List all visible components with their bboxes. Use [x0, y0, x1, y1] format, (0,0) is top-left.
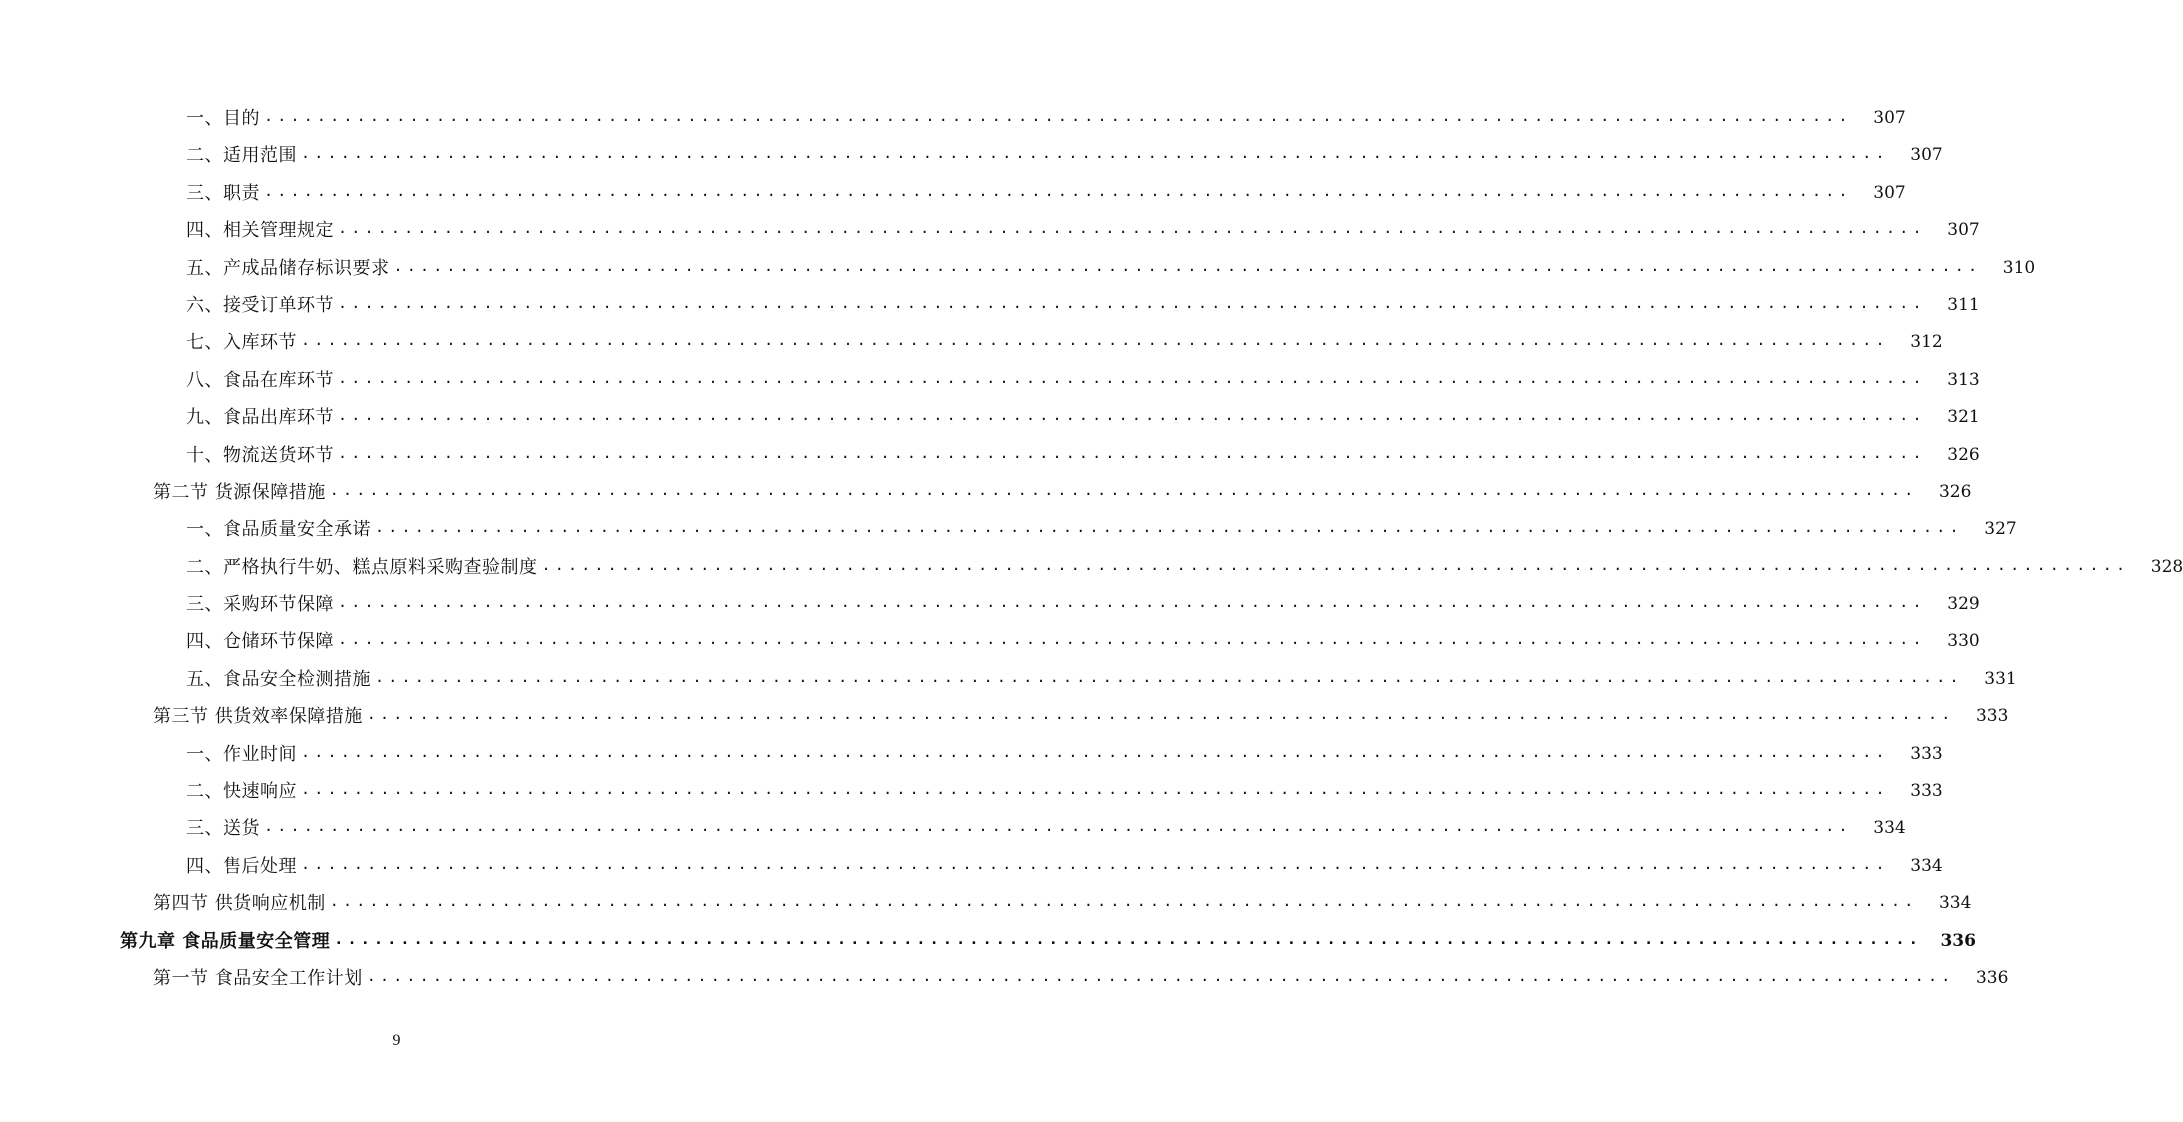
toc-entry-title: 第二节 货源保障措施 [153, 481, 326, 503]
toc-entry-title: 五、食品安全检测措施 [186, 668, 371, 690]
toc-entry-page: 312 [1910, 332, 1943, 353]
toc-entry-title: 五、产成品储存标识要求 [186, 257, 390, 279]
toc-subsection-entry [0, 437, 1980, 474]
toc-entry-title: 一、作业时间 [186, 743, 297, 765]
toc-entry-title: 三、送货 [186, 818, 260, 840]
toc-subsection-entry [0, 623, 1980, 660]
toc-entry-title: 三、采购环节保障 [186, 594, 334, 616]
toc-section-entry [0, 698, 2009, 735]
toc-subsection-entry [0, 661, 2017, 698]
toc-dot-leader: ........................................................................................................................ [301, 742, 1889, 761]
toc-entry-page: 311 [1947, 294, 1980, 315]
toc-entry-page: 307 [1873, 108, 1906, 128]
toc-section-entry [0, 960, 2009, 997]
toc-entry-page: 307 [1910, 145, 1943, 166]
toc-subsection-entry [0, 848, 1943, 885]
toc-entry-page: 333 [1910, 743, 1943, 764]
toc-entry-page: 331 [1984, 668, 2017, 689]
toc-entry-title: 一、目的 [186, 108, 260, 129]
toc-dot-leader: ........................................................................................................................ [338, 219, 1926, 238]
toc-entry-page: 334 [1910, 855, 1943, 876]
toc-entry-page: 330 [1947, 631, 1980, 652]
toc-subsection-entry [0, 810, 1906, 847]
toc-dot-leader: ........................................................................................................................ [541, 555, 2130, 574]
toc-chapter-entry [0, 923, 1976, 960]
toc-entry-page: 336 [1940, 930, 1976, 951]
toc-dot-leader: ........................................................................................................................ [366, 705, 1955, 724]
toc-entry-page: 326 [1938, 481, 1972, 502]
toc-entry-page: 333 [1975, 706, 2009, 727]
toc-entry-page: 321 [1947, 407, 1980, 428]
toc-entry-title: 二、严格执行牛奶、糕点原料采购查验制度 [186, 556, 538, 578]
toc-entry-page: 327 [1984, 519, 2017, 540]
toc-entry-title: 八、食品在库环节 [186, 369, 334, 391]
toc-entry-page: 333 [1910, 781, 1943, 802]
toc-dot-leader: ........................................................................................................................ [301, 854, 1889, 873]
toc-entry-title: 三、职责 [186, 182, 260, 204]
toc-entry-page: 307 [1873, 182, 1906, 203]
toc-subsection-entry [0, 399, 1980, 436]
toc-subsection-entry [0, 324, 1943, 361]
toc-subsection-entry [0, 287, 1980, 324]
toc-entry-page: 334 [1938, 893, 1972, 914]
toc-dot-leader: ........................................................................................................................ [375, 518, 1963, 537]
toc-entry-title: 九、食品出库环节 [186, 407, 334, 429]
toc-entry-title: 第一节 食品安全工作计划 [153, 967, 363, 989]
toc-dot-leader: ........................................................................................................................ [264, 817, 1852, 836]
page-number: 9 [392, 1032, 401, 1049]
toc-entry-title: 一、食品质量安全承诺 [186, 519, 371, 541]
toc-dot-leader: ........................................................................................................................ [264, 181, 1852, 200]
toc-entry-page: 328 [2150, 556, 2183, 577]
toc-entry-page: 334 [1873, 818, 1906, 839]
toc-entry-page: 326 [1947, 444, 1980, 465]
toc-dot-leader: ........................................................................................................................ [301, 780, 1889, 799]
toc-subsection-entry [0, 586, 1980, 623]
toc-entry-title: 四、仓储环节保障 [186, 631, 334, 653]
toc-entry-title: 七、入库环节 [186, 332, 297, 354]
table-of-contents [0, 100, 2183, 997]
toc-subsection-entry [0, 773, 1943, 810]
toc-dot-leader: ........................................................................................................................ [393, 256, 1982, 275]
toc-subsection-entry [0, 736, 1943, 773]
toc-subsection-entry [0, 212, 1980, 249]
toc-entry-page: 313 [1947, 369, 1980, 390]
toc-dot-leader: ........................................................................................................................ [329, 480, 1918, 499]
toc-dot-leader: ........................................................................................................................ [338, 406, 1926, 425]
toc-subsection-entry [0, 362, 1980, 399]
toc-entry-title: 四、相关管理规定 [186, 220, 334, 242]
toc-subsection-entry [0, 137, 1943, 174]
toc-section-entry [0, 885, 1972, 922]
toc-subsection-entry [0, 100, 1906, 137]
toc-entry-title: 二、适用范围 [186, 145, 297, 167]
toc-dot-leader: ........................................................................................................................ [338, 293, 1926, 312]
toc-dot-leader: ........................................................................................................................ [264, 107, 1852, 125]
toc-dot-leader: ........................................................................................................................ [301, 331, 1889, 350]
toc-dot-leader: ........................................................................................................................ [338, 630, 1926, 649]
toc-entry-title: 二、快速响应 [186, 781, 297, 803]
toc-entry-page: 329 [1947, 594, 1980, 615]
toc-dot-leader: ........................................................................................................................ [329, 892, 1918, 911]
toc-section-entry [0, 474, 1972, 511]
toc-dot-leader: ........................................................................................................................ [338, 593, 1926, 612]
toc-dot-leader: ........................................................................................................................ [301, 144, 1889, 163]
toc-subsection-entry [0, 511, 2017, 548]
toc-dot-leader: ........................................................................................................................ [366, 966, 1955, 985]
toc-entry-page: 307 [1947, 220, 1980, 241]
toc-entry-page: 310 [2002, 257, 2036, 278]
toc-dot-leader: ........................................................................................................................ [334, 929, 1922, 948]
toc-entry-title: 十、物流送货环节 [186, 444, 334, 466]
toc-subsection-entry [0, 175, 1906, 212]
toc-entry-title: 第九章 食品质量安全管理 [120, 930, 331, 952]
toc-subsection-entry [0, 250, 2036, 287]
toc-entry-title: 四、售后处理 [186, 855, 297, 877]
toc-entry-title: 第四节 供货响应机制 [153, 893, 326, 915]
toc-entry-page: 336 [1975, 967, 2009, 988]
toc-dot-leader: ........................................................................................................................ [338, 368, 1926, 387]
toc-entry-title: 六、接受订单环节 [186, 294, 334, 316]
toc-dot-leader: ........................................................................................................................ [375, 667, 1963, 686]
toc-subsection-entry [0, 549, 2183, 586]
toc-dot-leader: ........................................................................................................................ [338, 443, 1926, 462]
toc-entry-title: 第三节 供货效率保障措施 [153, 706, 363, 728]
